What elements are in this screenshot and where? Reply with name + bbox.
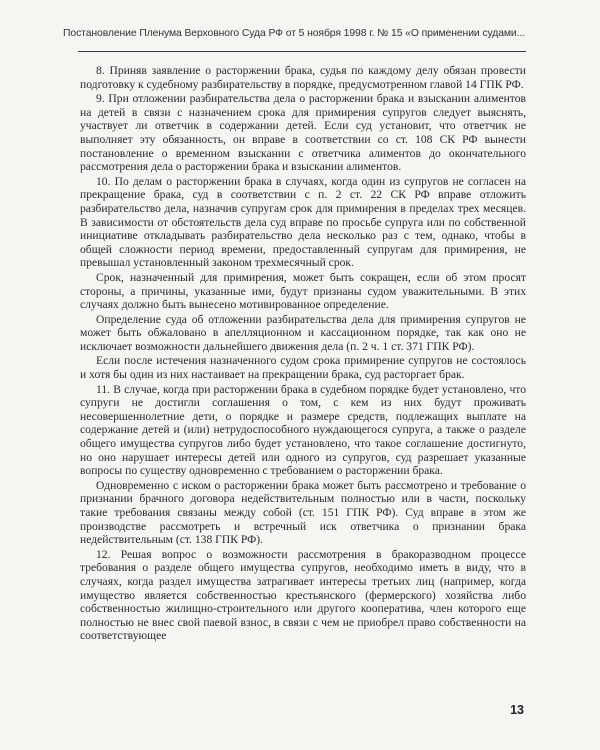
paragraph-12: 12. Решая вопрос о возможности рассмотрения в бракоразводном процессе требования о разделе общего имущества супругов, необходимо иметь в виду, что в случаях, когда раздел имущества затрагивает интересы третьих лиц (например, когда имущество является собственностью крестьянского (фермерского) хозяйства либо собственностью жилищно-строительного или другого кооператива, член которого еще полностью не внес свой паевой взнос, в связи с чем не приобрел право собственности на соответствующее — [80, 547, 526, 643]
page-body — [80, 64, 526, 644]
paragraph-10-appeal: Определение суда об отложении разбирательства дела для примирения супругов не может быть обжаловано в апелляционном и кассационном порядке, так как оно не исключает возможности дальнейшего движения дела (п. 2 ч. 1 ст. 371 ГПК РФ). — [80, 312, 526, 353]
page-number: 13 — [510, 703, 524, 717]
paragraph-8: 8. Приняв заявление о расторжении брака, судья по каждому делу обязан провести подготовку к судебному разбирательству в порядке, предусмотренном главой 14 ГПК РФ. — [80, 64, 526, 91]
paragraph-11: 11. В случае, когда при расторжении брака в судебном порядке будет установлено, что супруги не достигли соглашения о том, с кем из них будут проживать несовершеннолетние дети, о порядке и размере средств, подлежащих выплате на содержание детей и (или) нетрудоспособного нуждающегося супруга, а также о разделе общего имущества супругов либо будет установлено, что такое соглашение достигнуто, но оно нарушает интересы детей или одного из супругов, суд разрешает указанные вопросы по существу одновременно с требованием о расторжении брака. — [80, 382, 526, 478]
paragraph-11-contract: Одновременно с иском о расторжении брака может быть рассмотрено и требование о признании брачного договора недействительным полностью или в части, поскольку такие требования связаны между собой (ст. 151 ГПК РФ). Суд вправе в этом же производстве рассмотреть и встречный иск ответчика о признании брака недействительным (ст. 138 ГПК РФ). — [80, 478, 526, 547]
paragraph-10-dissolve: Если после истечения назначенного судом срока примирение супругов не состоялось и хотя бы один из них настаивает на прекращении брака, суд расторгает брак. — [80, 354, 526, 382]
header-rule — [78, 51, 526, 52]
paragraph-9: 9. При отложении разбирательства дела о расторжении брака и взыскании алиментов на детей в связи с назначением срока для примирения супругов следует выяснять, участвует ли ответчик в содержании детей. Если суд установит, что ответчик не выполняет эту обязанность, он вправе в соответствии со ст. 108 СК РФ вынести постановление о временном взыскании с ответчика алиментов до окончательного рассмотрения дела о расторжении брака и взыскании алиментов. — [80, 92, 526, 174]
paragraph-10-term: Срок, назначенный для примирения, может быть сокращен, если об этом просят стороны, а причины, указанные ими, будут признаны судом уважительными. В этих случаях должно быть вынесено мотивированное определение. — [80, 270, 526, 312]
running-head: Постановление Пленума Верховного Суда РФ от 5 ноября 1998 г. № 15 «О применении судами... — [63, 28, 525, 39]
paragraph-10: 10. По делам о расторжении брака в случаях, когда один из супругов не согласен на прекращение брака, суд в соответствии с п. 2 ст. 22 СК РФ вправе отложить разбирательство дела, назначив супругам срок для примирения в пределах трех месяцев. В зависимости от обстоятельств дела суд вправе по просьбе супруга или по собственной инициативе откладывать разбирательство дела несколько раз с тем, однако, чтобы в общей сложности период времени, предоставленный супругам для примирения, не превышал установленный законом трехмесячный срок. — [80, 174, 526, 270]
